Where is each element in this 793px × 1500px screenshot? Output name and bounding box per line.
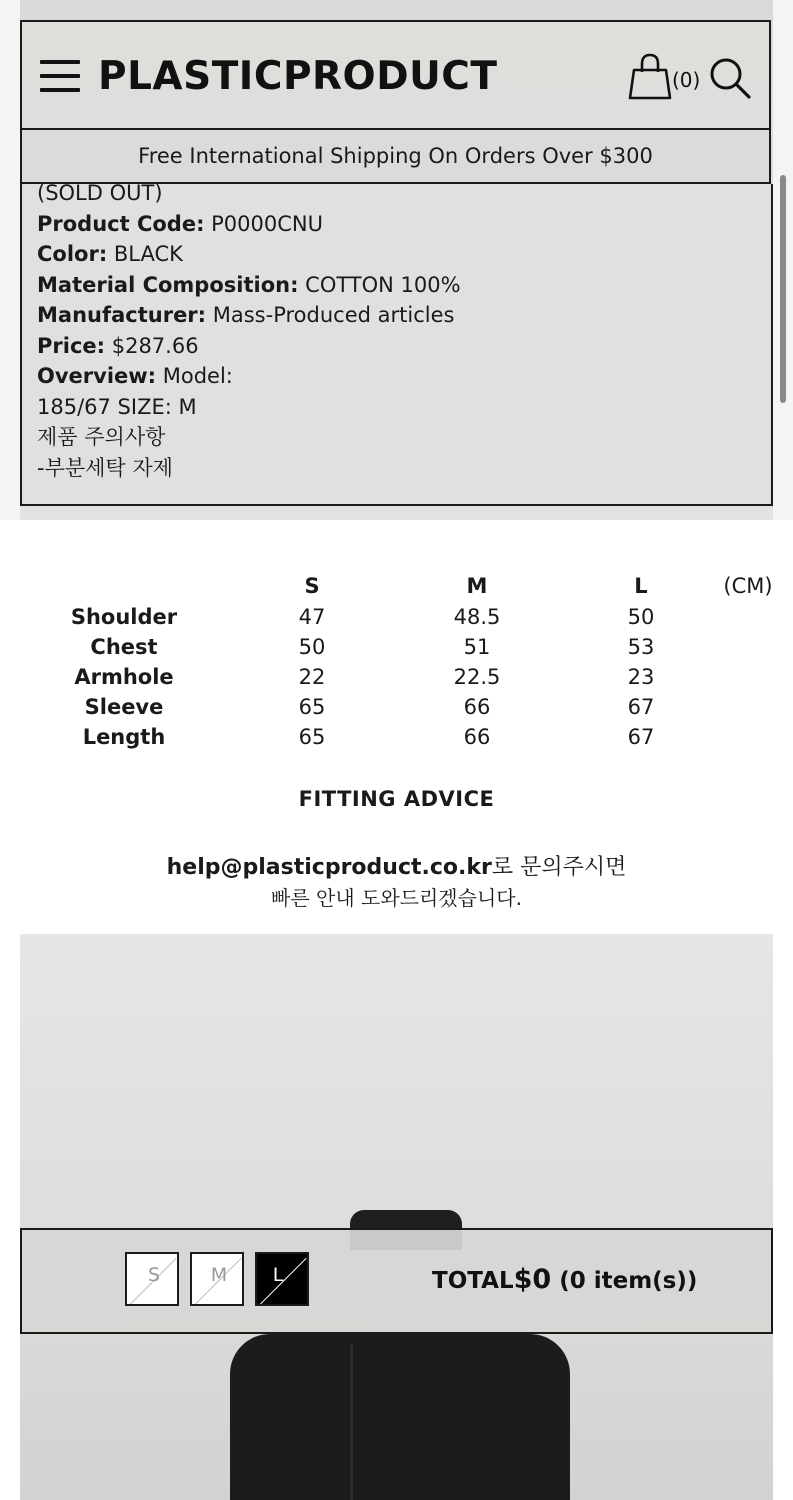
menu-icon[interactable]	[40, 60, 80, 94]
fitting-advice-note: 빠른 안내 도와드리겠습니다.	[271, 886, 522, 910]
table-row: Sleeve 65 66 67	[84, 695, 655, 719]
site-logo[interactable]: PLASTICPRODUCT	[98, 54, 498, 99]
cart-count[interactable]: (0)	[672, 68, 701, 92]
table-row: Chest 50 51 53	[90, 635, 655, 659]
size-chart-header	[0, 574, 793, 604]
fitting-advice-contact: help@plasticproduct.co.kr로 문의주시면	[166, 855, 627, 880]
size-option-m[interactable]: M	[190, 1252, 244, 1306]
size-selector-bar	[20, 1228, 773, 1334]
info-row-price: Price: $287.66	[37, 333, 199, 358]
overview-line: 185/67 SIZE: M	[37, 394, 197, 419]
search-icon[interactable]	[708, 56, 752, 100]
overview-line: -부분세탁 자제	[37, 455, 173, 480]
info-row-material: Material Composition: COTTON 100%	[37, 272, 461, 297]
product-info-panel	[20, 184, 773, 506]
support-email-link[interactable]: help@plasticproduct.co.kr	[166, 855, 492, 880]
fitting-advice-title: FITTING ADVICE	[298, 787, 495, 811]
site-header	[20, 20, 771, 130]
table-row: Shoulder 47 48.5 50	[70, 605, 655, 629]
info-row-product-code: Product Code: P0000CNU	[37, 211, 323, 236]
info-row-manufacturer: Manufacturer: Mass-Produced articles	[37, 303, 455, 327]
size-header-s: S	[304, 574, 320, 598]
overview-line: 제품 주의사항	[37, 425, 166, 449]
sold-out-status: (SOLD OUT)	[37, 184, 163, 205]
info-row-color: Color: BLACK	[37, 242, 183, 266]
order-total: TOTAL$0 (0 item(s))	[432, 1264, 698, 1295]
table-row: Armhole 22 22.5 23	[74, 665, 655, 689]
size-unit: (CM)	[723, 574, 773, 598]
product-photo	[20, 934, 773, 1500]
info-row-overview: Overview: Model:	[37, 364, 233, 388]
scrollbar[interactable]	[780, 175, 786, 403]
size-option-l[interactable]: L	[255, 1252, 309, 1306]
size-option-s[interactable]: S	[125, 1252, 179, 1306]
shopping-bag-icon[interactable]	[626, 52, 674, 102]
size-header-m: M	[466, 574, 488, 598]
table-row: Length 65 66 67	[82, 725, 655, 749]
shipping-banner: Free International Shipping On Orders Over $300	[20, 130, 771, 184]
size-header-l: L	[634, 574, 648, 598]
